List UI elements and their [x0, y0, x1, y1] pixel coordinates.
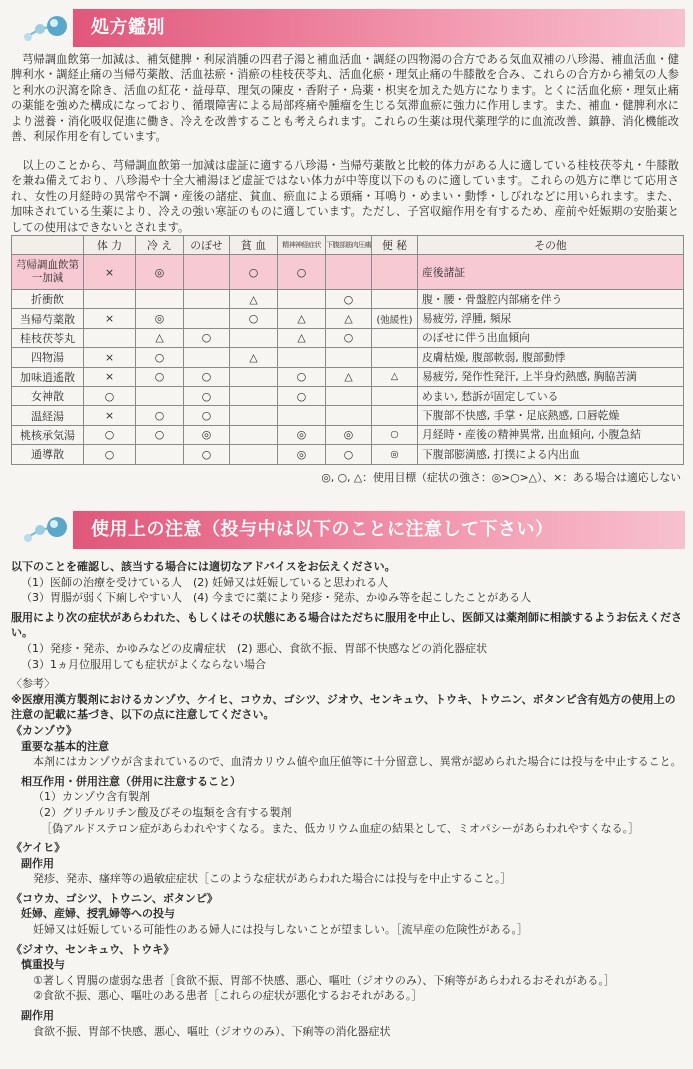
symptom-cell: △ — [136, 328, 184, 347]
symptom-cell — [278, 290, 326, 309]
notes-cell: 月経時・産後の精神異常, 出血傾向, 小腹急結 — [418, 425, 684, 444]
symptom-cell — [84, 290, 136, 309]
symptom-cell — [230, 328, 278, 347]
precaution-line: 本剤にはカンゾウが含まれているので、血清カリウム値や血圧値等に十分留意し、異常が認められた場合には投与を中止すること。 — [33, 755, 682, 769]
section-banner-prescription: 処方鑑別 — [73, 9, 685, 47]
precaution-line: 相互作用・併用注意（併用に注意すること） — [21, 774, 241, 788]
molecule-logo-icon — [20, 12, 70, 46]
prescription-name-cell: 加味逍遙散 — [12, 367, 84, 386]
symptom-cell: ◎ — [136, 255, 184, 290]
precaution-line: ※医療用漢方製剤におけるカンゾウ、ケイヒ、コウカ、ゴシツ、ジオウ、センキュウ、トウキ、トウニン、ボタンピ含有処方の使用上の注意の記載に基づき、以下の点に注意してください。 — [11, 692, 676, 722]
prescription-name-cell: 桃核承気湯 — [12, 425, 84, 444]
col-header — [12, 236, 84, 255]
symptom-cell: ○ — [84, 386, 136, 405]
table-row — [12, 328, 684, 347]
symptom-cell: △ — [278, 309, 326, 328]
symptom-cell: ○ — [136, 348, 184, 367]
symptom-cell — [230, 445, 278, 464]
precaution-line: 《ケイヒ》 — [11, 841, 66, 855]
col-header: 冷 え — [136, 236, 184, 255]
symptom-cell — [326, 386, 372, 405]
symptom-cell: × — [84, 367, 136, 386]
table-row — [12, 290, 684, 309]
precaution-line: 副作用 — [21, 856, 54, 870]
table-row — [12, 406, 684, 425]
symptom-cell: ○ — [84, 425, 136, 444]
section-banner-precautions: 使用上の注意（投与中は以下のことに注意して下さい） — [73, 511, 685, 549]
precaution-line: （1）カンゾウ含有製剤 — [33, 790, 150, 804]
symptom-cell — [326, 348, 372, 367]
symptom-cell: ○ — [278, 255, 326, 290]
table-row — [12, 386, 684, 405]
symptom-cell — [184, 348, 230, 367]
precaution-line: 《ジオウ、センキュウ、トウキ》 — [11, 942, 175, 956]
symptom-cell — [372, 406, 418, 425]
symptom-cell: ○ — [184, 386, 230, 405]
col-header: 体 力 — [84, 236, 136, 255]
col-header: 下腹部筋肉圧痛 — [326, 236, 372, 255]
precaution-line: 発疹、発赤、瘙痒等の過敏症症状［このような症状があらわれた場合には投与を中止すること。］ — [33, 872, 512, 886]
prescription-name-cell: 当帰芍薬散 — [12, 309, 84, 328]
symptom-cell: × — [84, 309, 136, 328]
table-row — [12, 348, 684, 367]
prescription-name-cell: 桂枝茯苓丸 — [12, 328, 84, 347]
table-row — [12, 309, 684, 328]
notes-cell: めまい, 愁訴が固定している — [418, 386, 684, 405]
col-header: 精神神経症状 — [278, 236, 326, 255]
symptom-cell — [230, 386, 278, 405]
symptom-cell — [326, 255, 372, 290]
precaution-line: 妊婦又は妊娠している可能性のある婦人には投与しないことが望ましい。［流早産の危険性がある。］ — [33, 923, 528, 937]
symptom-cell: ○ — [184, 328, 230, 347]
symptom-cell: △ — [326, 367, 372, 386]
symptom-cell: △ — [326, 309, 372, 328]
molecule-logo-icon — [20, 513, 70, 547]
symptom-cell — [184, 309, 230, 328]
prescription-paragraph-2: 以上のことから、芎帰調血飲第一加減は虚証に適する八珍湯・当帰芍薬散と比較的体力がある人に適している桂枝茯苓丸・牛膝散を兼ね備えており、八珍湯や十全大補湯ほど虚証ではない体力が中等度以下のものに適しています。これらの処方に準じて応用され、女性の月経時の異常や不調・産後の諸症、貧血、瘀血による頭痛・耳鳴り・めまい・動悸・しびれなどに用いられます。また、加味されている生薬により、冷えの強い寒証のものに適しています。ただし、子宮収縮作用を有するため、産前や妊娠期の安胎薬としての使用はできないとされます。 — [11, 159, 679, 234]
symptom-cell: ○ — [184, 367, 230, 386]
symptom-cell — [372, 348, 418, 367]
symptom-cell: △ — [278, 328, 326, 347]
symptom-cell — [184, 290, 230, 309]
table-legend: ◎, ○, △：使用目標（症状の強さ：◎>○>△）、×：ある場合は適応しない — [321, 471, 681, 484]
symptom-cell: ○ — [230, 309, 278, 328]
col-header: 便 秘 — [372, 236, 418, 255]
precaution-line: 妊婦、産婦、授乳婦等への投与 — [21, 907, 175, 921]
precaution-line: （3）胃腸が弱く下痢しやすい人 (4) 今までに薬により発疹・発赤、かゆみ等を起こしたことがある人 — [21, 591, 532, 605]
prescription-name-cell: 折衝飲 — [12, 290, 84, 309]
comparison-table — [11, 235, 684, 465]
precaution-line: 食欲不振、胃部不快感、悪心、嘔吐（ジオウのみ）、下痢等の消化器症状 — [33, 1024, 391, 1038]
symptom-cell — [230, 425, 278, 444]
precaution-line: （1）発疹・発赤、かゆみなどの皮膚症状 (2) 悪心、食欲不振、胃部不快感などの消化器症状 — [21, 641, 488, 655]
precaution-line: 〈参考〉 — [11, 677, 55, 691]
precaution-line: （2）グリチルリチン酸及びその塩類を含有する製剤 — [33, 805, 292, 819]
symptom-cell: ◎ — [278, 445, 326, 464]
precaution-line: ②食欲不振、悪心、嘔吐のある患者［これらの症状が悪化するおそれがある。］ — [33, 989, 423, 1003]
symptom-cell: ○ — [372, 425, 418, 444]
precautions-body — [11, 559, 683, 1039]
symptom-cell: △ — [372, 367, 418, 386]
symptom-cell: × — [84, 255, 136, 290]
symptom-cell: △ — [230, 290, 278, 309]
prescription-name-cell: 通導散 — [12, 445, 84, 464]
precaution-line: ［偽アルドステロン症があらわれやすくなる。また、低カリウム血症の結果として、ミオパシーがあらわれやすくなる。］ — [41, 821, 640, 835]
symptom-cell: ○ — [184, 406, 230, 425]
symptom-cell: ○ — [326, 328, 372, 347]
precaution-line: 《カンゾウ》 — [11, 723, 77, 737]
symptom-cell — [326, 406, 372, 425]
notes-cell: 皮膚枯燥, 腹部軟弱, 腹部動悸 — [418, 348, 684, 367]
table-row — [12, 367, 684, 386]
symptom-cell: ◎ — [136, 309, 184, 328]
precaution-line: 以下のことを確認し、該当する場合には適切なアドバイスをお伝えください。 — [11, 560, 396, 573]
notes-cell: 産後諸証 — [418, 255, 684, 290]
symptom-cell: ○ — [184, 445, 230, 464]
precaution-line: 慎重投与 — [21, 958, 65, 972]
symptom-cell: ◎ — [278, 425, 326, 444]
symptom-cell — [372, 386, 418, 405]
table-row — [12, 255, 684, 290]
symptom-cell: × — [84, 406, 136, 425]
precaution-line: ①著しく胃腸の虚弱な患者［食欲不振、胃部不快感、悪心、嘔吐（ジオウのみ）、下痢等があらわれるおそれがある。］ — [33, 973, 615, 987]
symptom-cell: ○ — [136, 425, 184, 444]
table-header-row — [12, 236, 684, 255]
symptom-cell — [136, 445, 184, 464]
symptom-cell: ○ — [136, 406, 184, 425]
table-row — [12, 445, 684, 464]
symptom-cell — [136, 386, 184, 405]
symptom-cell: ◎ — [184, 425, 230, 444]
symptom-cell: (弛緩性) — [372, 309, 418, 328]
notes-cell: 易疲労, 浮腫, 頻尿 — [418, 309, 684, 328]
notes-cell: 易疲労, 発作性発汗, 上半身灼熱感, 胸脇苦満 — [418, 367, 684, 386]
notes-cell: 腹・腰・骨盤腔内部痛を伴う — [418, 290, 684, 309]
precaution-line: （1）医師の治療を受けている人 (2) 妊婦又は妊娠していると思われる人 — [21, 575, 389, 589]
table-row — [12, 425, 684, 444]
col-header: その他 — [418, 236, 684, 255]
prescription-name-cell: 女神散 — [12, 386, 84, 405]
precaution-line: 重要な基本的注意 — [21, 739, 109, 753]
precaution-line: 《コウカ、ゴシツ、トウニン、ボタンピ》 — [11, 891, 218, 905]
symptom-cell — [278, 348, 326, 367]
symptom-cell — [372, 255, 418, 290]
symptom-cell — [84, 328, 136, 347]
symptom-cell: ○ — [136, 367, 184, 386]
col-header: 貧 血 — [230, 236, 278, 255]
symptom-cell: ○ — [326, 445, 372, 464]
symptom-cell: ○ — [230, 255, 278, 290]
symptom-cell: ○ — [84, 445, 136, 464]
symptom-cell: ○ — [326, 290, 372, 309]
symptom-cell — [372, 328, 418, 347]
notes-cell: のぼせに伴う出血傾向 — [418, 328, 684, 347]
symptom-cell — [184, 255, 230, 290]
precaution-line: 服用により次の症状があらわれた、もしくはその状態にある場合はただちに服用を中止し、医師又は薬剤師に相談するようお伝えください。 — [11, 610, 682, 640]
symptom-cell — [230, 406, 278, 425]
notes-cell: 下腹部膨満感, 打撲による内出血 — [418, 445, 684, 464]
prescription-name-cell: 温経湯 — [12, 406, 84, 425]
symptom-cell: ○ — [278, 386, 326, 405]
notes-cell: 下腹部不快感, 手掌・足底熱感, 口唇乾燥 — [418, 406, 684, 425]
prescription-paragraph-1: 芎帰調血飲第一加減は、補気健脾・利尿消腫の四君子湯と補血活血・調経の四物湯の合方である気血双補の八珍湯、補血活血・健脾利水・調経止痛の当帰芍薬散、活血祛瘀・消瘀の桂枝茯苓丸、活血化瘀・理気止痛の牛膝散を合み、これらの合方から補気の人参と利水の沢瀉を除き、活血の紅花・益母草、理気の陳皮・香附子・烏薬・枳実を加えた処方になります。とくに活血化瘀・理気止痛の薬能を強めた構成になっており、循環障害による局部疼痛や腫瘤を生じる気滞血瘀に強力に作用します。また、補血・健脾利水により滋養・消化吸収促進に働き、冷えを改善することも考えられます。これらの生薬は現代薬理学的に血流改善、鎮静、消化機能改善、利尿作用を有しています。 — [11, 53, 679, 144]
symptom-cell — [230, 367, 278, 386]
symptom-cell: ◎ — [326, 425, 372, 444]
symptom-cell — [372, 290, 418, 309]
precaution-line: 副作用 — [21, 1009, 54, 1023]
prescription-name-cell: 芎帰調血飲第一加減 — [12, 255, 84, 290]
symptom-cell — [278, 406, 326, 425]
symptom-cell: ◎ — [372, 445, 418, 464]
precaution-line: （3）1ヵ月位服用しても症状がよくならない場合 — [21, 657, 266, 671]
symptom-cell: △ — [230, 348, 278, 367]
prescription-name-cell: 四物湯 — [12, 348, 84, 367]
col-header: のぼせ — [184, 236, 230, 255]
symptom-cell — [136, 290, 184, 309]
symptom-cell: ○ — [278, 367, 326, 386]
symptom-cell: × — [84, 348, 136, 367]
